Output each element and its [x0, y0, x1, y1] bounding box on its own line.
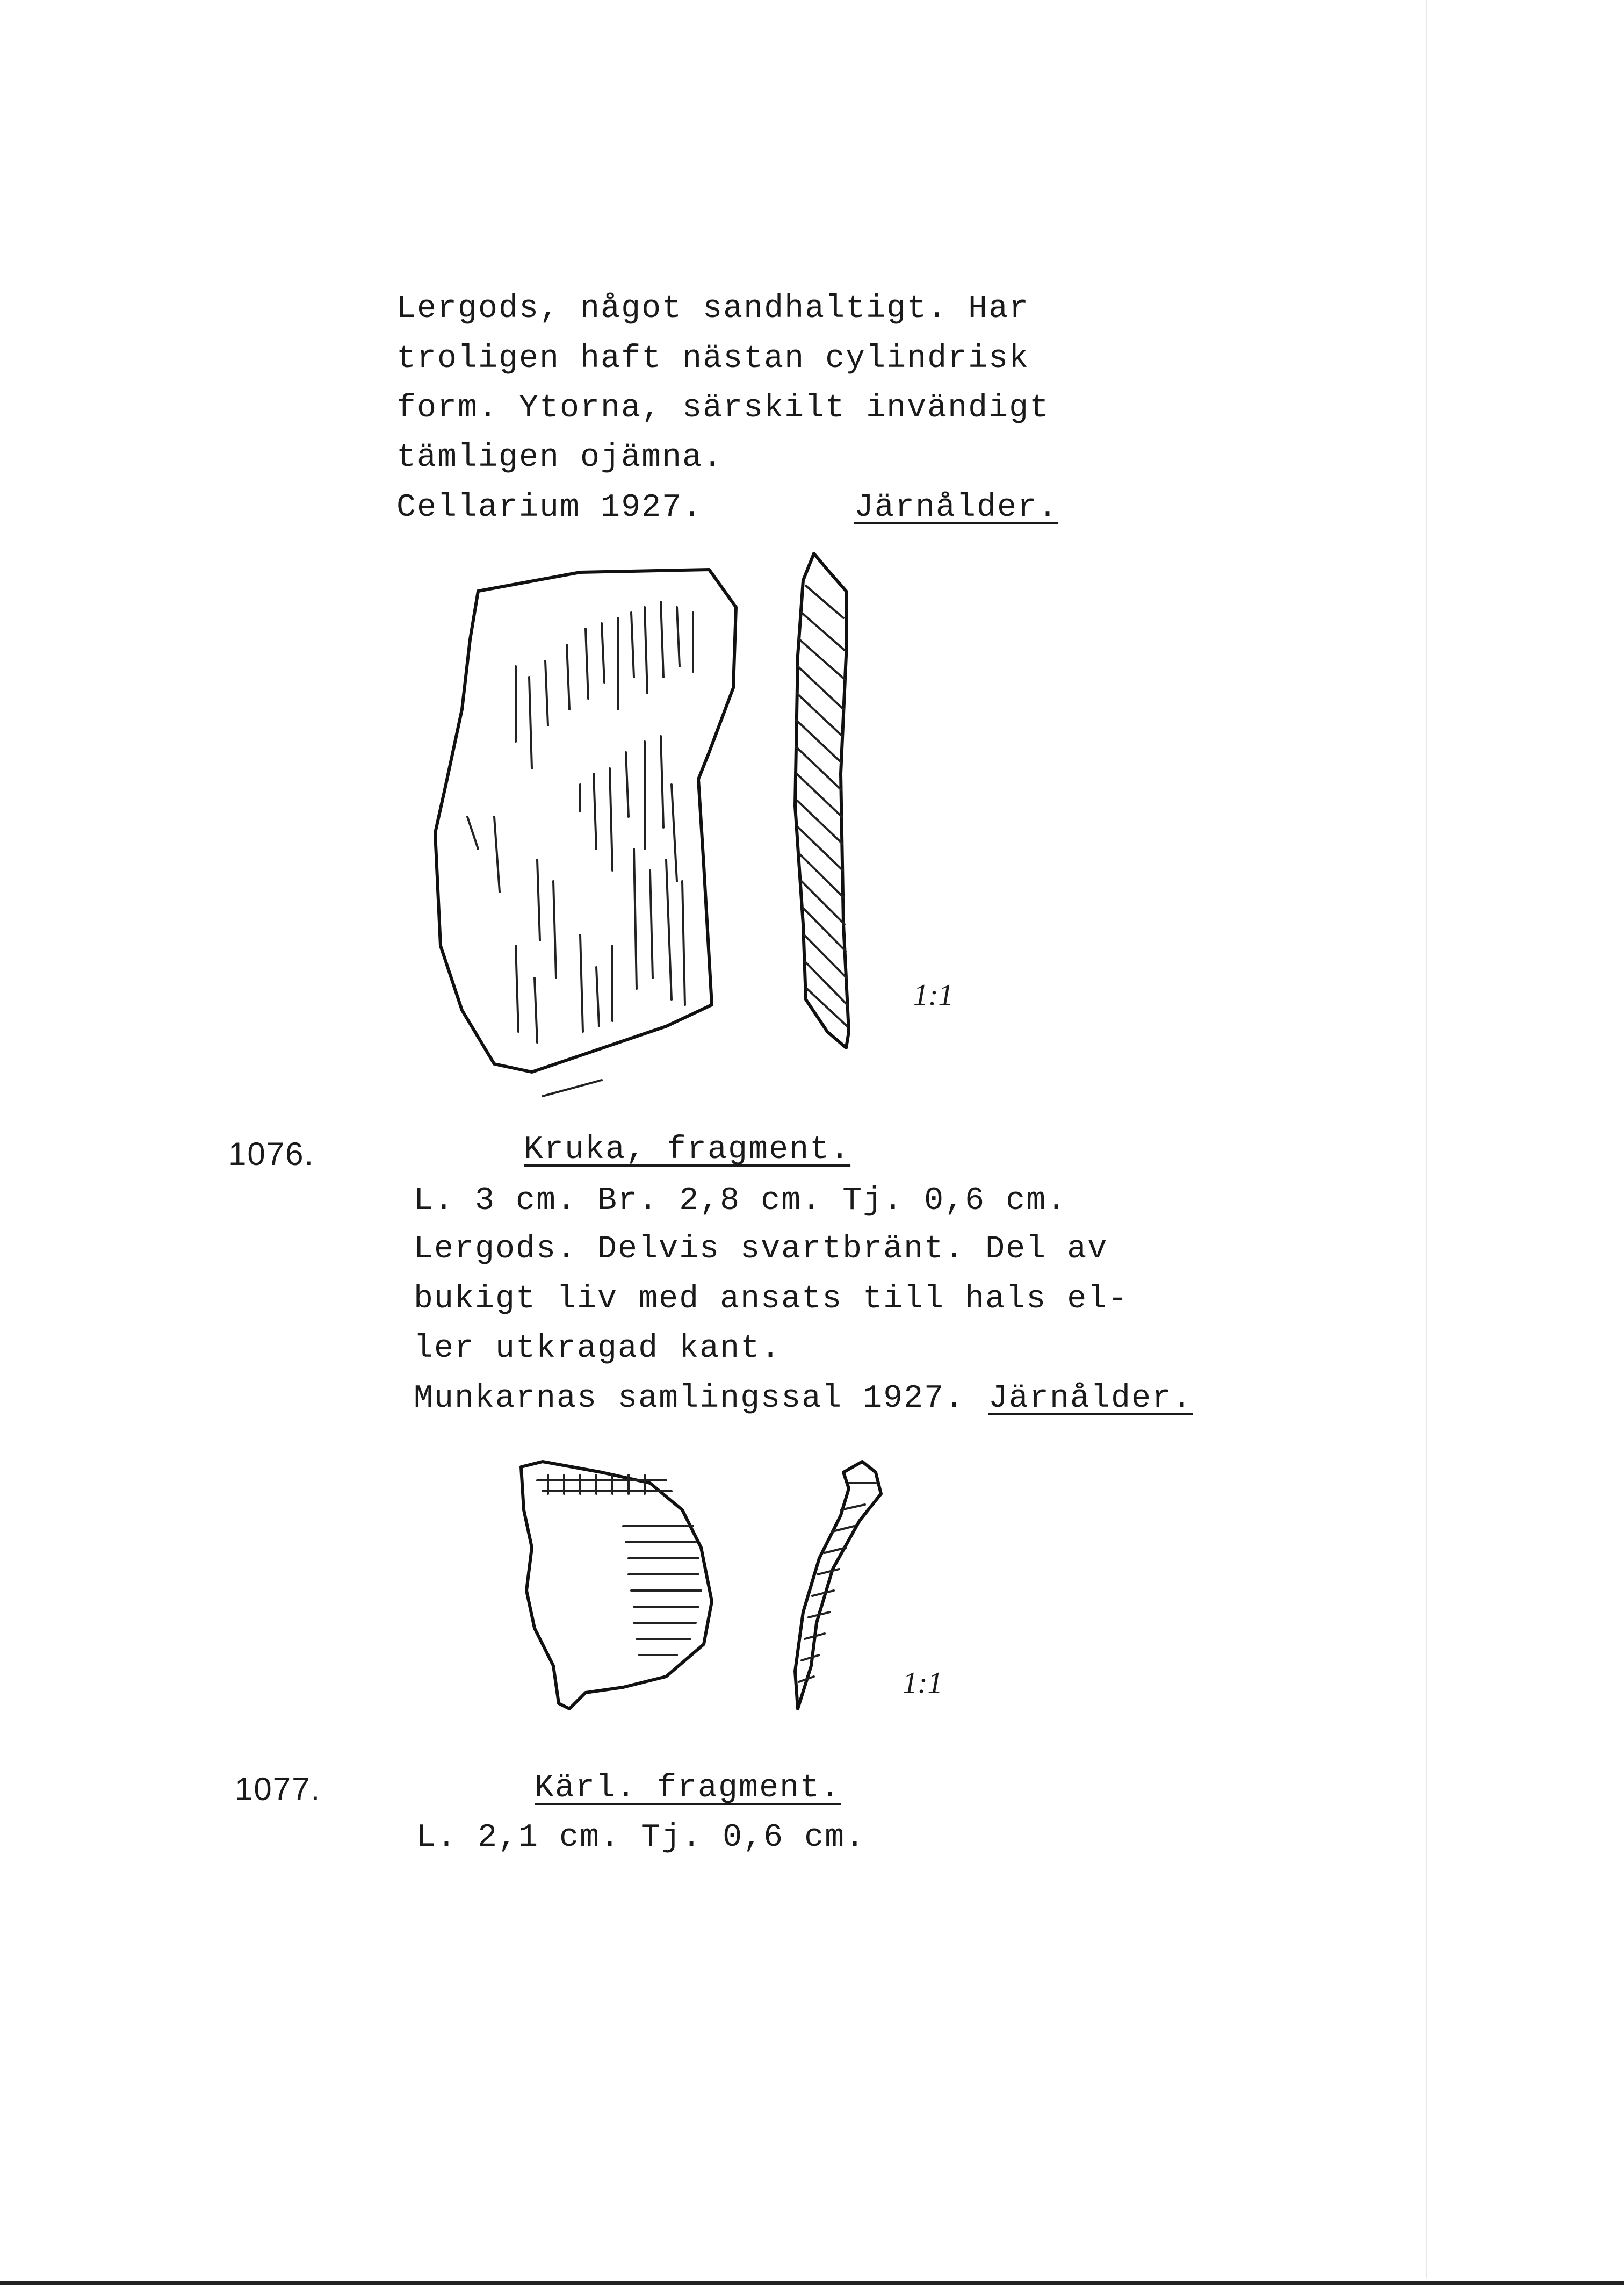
scale-label: 1:1 [913, 979, 954, 1012]
sherd-drawing-2 [510, 1451, 940, 1730]
scale-label: 1:1 [903, 1666, 943, 1700]
description-line: bukigt liv med ansats till hals el- [414, 1281, 1129, 1318]
page-edge-shadow [1426, 0, 1427, 2278]
description-line: Lergods, något sandhaltigt. Har [396, 291, 1030, 327]
entry-title: Kärl. fragment. [535, 1770, 841, 1807]
find-place: Munkarnas samlingssal 1927. [414, 1380, 965, 1417]
description-line: tämligen ojämna. [396, 440, 724, 476]
page-bottom-edge [0, 2281, 1624, 2285]
catalog-number: 1076. [228, 1136, 315, 1172]
find-place: Cellarium 1927. [396, 490, 703, 526]
sherd-drawing-1 [419, 548, 956, 1107]
description-line: troligen haft nästan cylindrisk [396, 341, 1030, 377]
measurements: L. 2,1 cm. Tj. 0,6 cm. [416, 1819, 866, 1856]
description-line: form. Ytorna, särskilt invändigt [396, 390, 1050, 427]
period-label: Järnålder. [854, 490, 1059, 526]
catalog-number: 1077. [235, 1771, 321, 1807]
description-line: ler utkragad kant. [414, 1330, 782, 1367]
measurements: L. 3 cm. Br. 2,8 cm. Tj. 0,6 cm. [414, 1183, 1067, 1219]
description-line: Lergods. Delvis svartbränt. Del av [414, 1231, 1108, 1268]
period-label: Järnålder. [988, 1380, 1193, 1417]
entry-title: Kruka, fragment. [524, 1132, 851, 1168]
